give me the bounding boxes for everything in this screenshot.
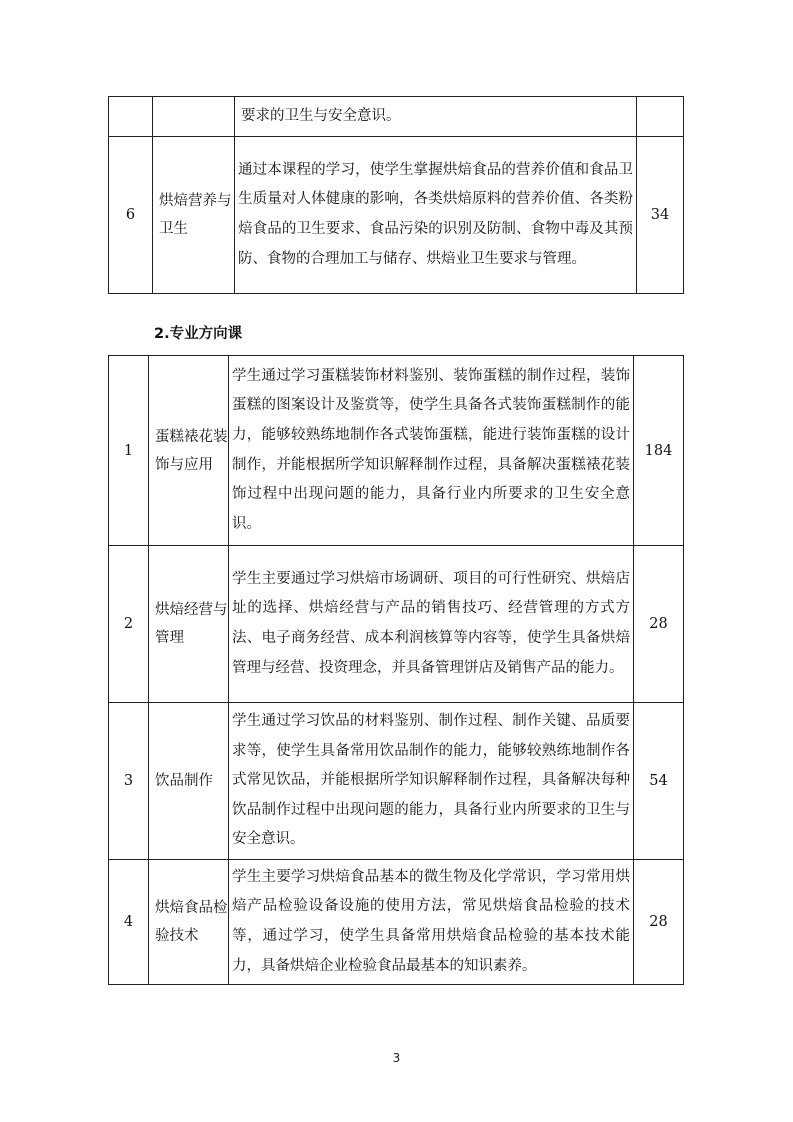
course-table-main: [108, 355, 684, 985]
table-row: [109, 860, 684, 985]
course-hours: 28: [634, 546, 684, 703]
course-description: 通过本课程的学习，使学生掌握烘焙食品的营养价值和食品卫生质量对人体健康的影响，各类烘焙原料的营养价值、各类粉焙食品的卫生要求、食品污染的识别及防制、食物中毒及其预防、食物的合理加工与储存、烘焙业卫生要求与管理。: [235, 137, 637, 294]
course-name: [153, 97, 235, 137]
course-name: 烘焙营养与卫生: [153, 137, 235, 294]
course-number: [109, 97, 153, 137]
table-row: [109, 97, 684, 137]
course-table-top: [108, 96, 684, 294]
table-row: [109, 546, 684, 703]
section-title: 2.专业方向课: [154, 326, 243, 342]
table-row: [109, 703, 684, 860]
course-description: 学生主要通过学习烘焙市场调研、项目的可行性研究、烘焙店址的选择、烘焙经营与产品的销售技巧、经营管理的方式方法、电子商务经营、成本利润核算等内容等，使学生具备烘焙管理与经营、投资理念，并具备管理饼店及销售产品的能力。: [229, 546, 634, 703]
course-name: 蛋糕裱花装饰与应用: [149, 356, 229, 546]
course-number: 2: [109, 546, 149, 703]
course-hours: 34: [637, 137, 684, 294]
course-number: 6: [109, 137, 153, 294]
course-name: 烘焙食品检验技术: [149, 860, 229, 985]
course-name: 烘焙经营与管理: [149, 546, 229, 703]
course-description: 学生通过学习蛋糕装饰材料鉴别、装饰蛋糕的制作过程，装饰蛋糕的图案设计及鉴赏等，使学生具备各式装饰蛋糕制作的能力，能够较熟练地制作各式装饰蛋糕，能进行装饰蛋糕的设计制作，并能根据所学知识解释制作过程，具备解决蛋糕裱花装饰过程中出现问题的能力，具备行业内所要求的卫生安全意识。: [229, 356, 634, 546]
course-description: 要求的卫生与安全意识。: [235, 97, 637, 137]
course-name: 饮品制作: [149, 703, 229, 860]
course-hours: 28: [634, 860, 684, 985]
page-number: 3: [392, 1051, 401, 1065]
table-row: [109, 137, 684, 294]
course-hours: 54: [634, 703, 684, 860]
course-hours: 184: [634, 356, 684, 546]
course-number: 3: [109, 703, 149, 860]
course-description: 学生主要学习烘焙食品基本的微生物及化学常识，学习常用烘焙产品检验设备设施的使用方法，常见烘焙食品检验的技术等，通过学习，使学生具备常用烘焙食品检验的基本技术能力，具备烘焙企业检验食品最基本的知识素养。: [229, 860, 634, 985]
table-row: [109, 356, 684, 546]
course-number: 4: [109, 860, 149, 985]
course-description: 学生通过学习饮品的材料鉴别、制作过程、制作关键、品质要求等，使学生具备常用饮品制作的能力，能够较熟练地制作各式常见饮品，并能根据所学知识解释制作过程，具备解决每种饮品制作过程中出现问题的能力，具备行业内所要求的卫生与安全意识。: [229, 703, 634, 860]
course-hours: [637, 97, 684, 137]
course-number: 1: [109, 356, 149, 546]
